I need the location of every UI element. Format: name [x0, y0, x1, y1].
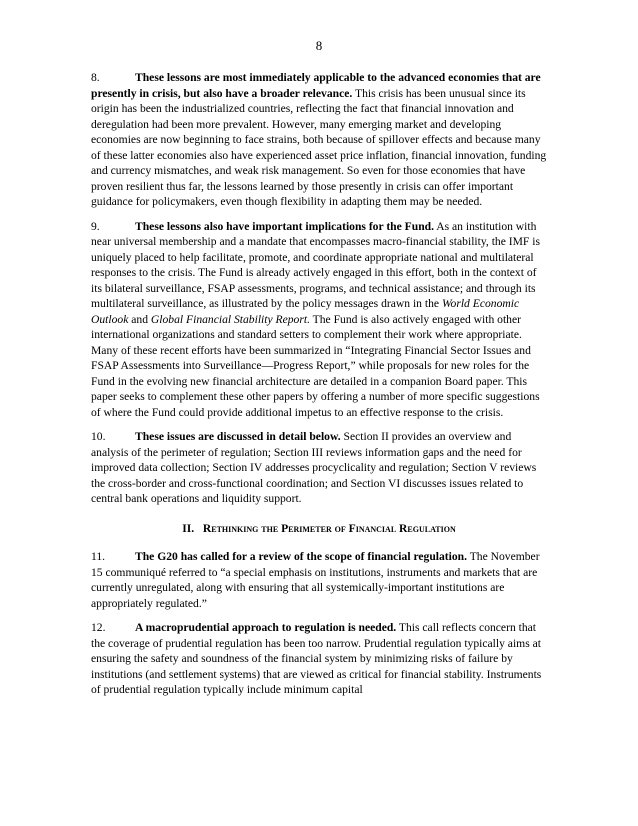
section-number: II.: [182, 521, 195, 535]
paragraph-number: 11.: [91, 550, 106, 563]
section-title: Rethinking the Perimeter of Financial Regulation: [202, 521, 456, 535]
publication-title: World Economic Outlook: [91, 297, 520, 326]
paragraph-11: [91, 549, 547, 611]
paragraph-text: This crisis has been unusual since its origin has been the industrialized countries, reflecting the fact that financial innovation and deregulation had been more prevalent. However, many emerging market and developing economies are now beginning to face strains, both because of spillover effects and because many of these latter economies also have experienced asset price inflation, financial innovation, funding and currency mismatches, and weak risk management. So even for those economies that have proven resilient thus far, the lessons learned by those presently in crisis can offer important guidance for policymakers, even though flexibility in adapting them may be needed.: [91, 86, 547, 208]
paragraph-text: The November 15 communiqué referred to “a special emphasis on institutions, instruments and markets that are currently unregulated, along with ensuring that all systemically-important institutions are appropriately regulated.”: [91, 550, 540, 610]
document-body: [91, 70, 547, 707]
paragraph-number: 8.: [91, 71, 100, 84]
paragraph-12: [91, 620, 547, 698]
paragraph-10: [91, 429, 547, 507]
paragraph-lead: These lessons are most immediately applicable to the advanced economies that are presently in crisis, but also have a broader relevance.: [91, 71, 541, 100]
paragraph-9: [91, 219, 547, 421]
section-heading: [91, 521, 547, 537]
paragraph-lead: The G20 has called for a review of the scope of financial regulation.: [135, 550, 468, 563]
paragraph-number: 9.: [91, 219, 100, 233]
paragraph-8: [91, 70, 547, 210]
paragraph-number: 10.: [91, 430, 106, 443]
paragraph-lead: These issues are discussed in detail below.: [135, 430, 341, 443]
paragraph-text: Section II provides an overview and analysis of the perimeter of regulation; Section III reviews information gaps and the need for improved data collection; Section IV addresses procyclicality and regulation; Section V reviews the cross-border and cross-functional coordination; and Section VI discusses issues related to central bank operations and liquidity support.: [91, 430, 537, 505]
publication-title: Global Financial Stability Report.: [150, 312, 310, 326]
paragraph-text: and: [128, 312, 151, 326]
paragraph-number: 12.: [91, 621, 106, 634]
paragraph-lead: These lessons also have important implications for the Fund.: [135, 219, 434, 233]
paragraph-lead: A macroprudential approach to regulation is needed.: [135, 621, 397, 634]
paragraph-text: As an institution with near universal membership and a mandate that encompasses macro-financial stability, the IMF is uniquely placed to help facilitate, promote, and coordinate appropriate national and multilateral responses to the crisis. The Fund is already actively engaged in this effort, both in the context of its bilateral surveillance, FSAP assessments, programs, and technical assistance; and through its multilateral surveillance, as illustrated by the policy messages drawn in the: [91, 219, 541, 310]
paragraph-text: This call reflects concern that the coverage of prudential regulation has been too narrow. Prudential regulation typically aims at ensuring the safety and soundness of the financial system by minimizing risks of failure by institutions (and settlement systems) that are viewed as critical for financial stability. Instruments of prudential regulation typically include minimum capital: [91, 621, 542, 696]
paragraph-text: The Fund is also actively engaged with other international organizations and standard setters to complement their work where appropriate. Many of these recent efforts have been summarized in “Integrating Financial Sector Issues and FSAP Assessments into Surveillance—Progress Report,” while proposals for new roles for the Fund in the evolving new financial architecture are detailed in a companion Board paper. This paper seeks to complement these other papers by offering a number of more specific suggestions of where the Fund could provide additional impetus to an effective response to the crisis.: [91, 312, 540, 419]
page-number: 8: [315, 38, 323, 53]
